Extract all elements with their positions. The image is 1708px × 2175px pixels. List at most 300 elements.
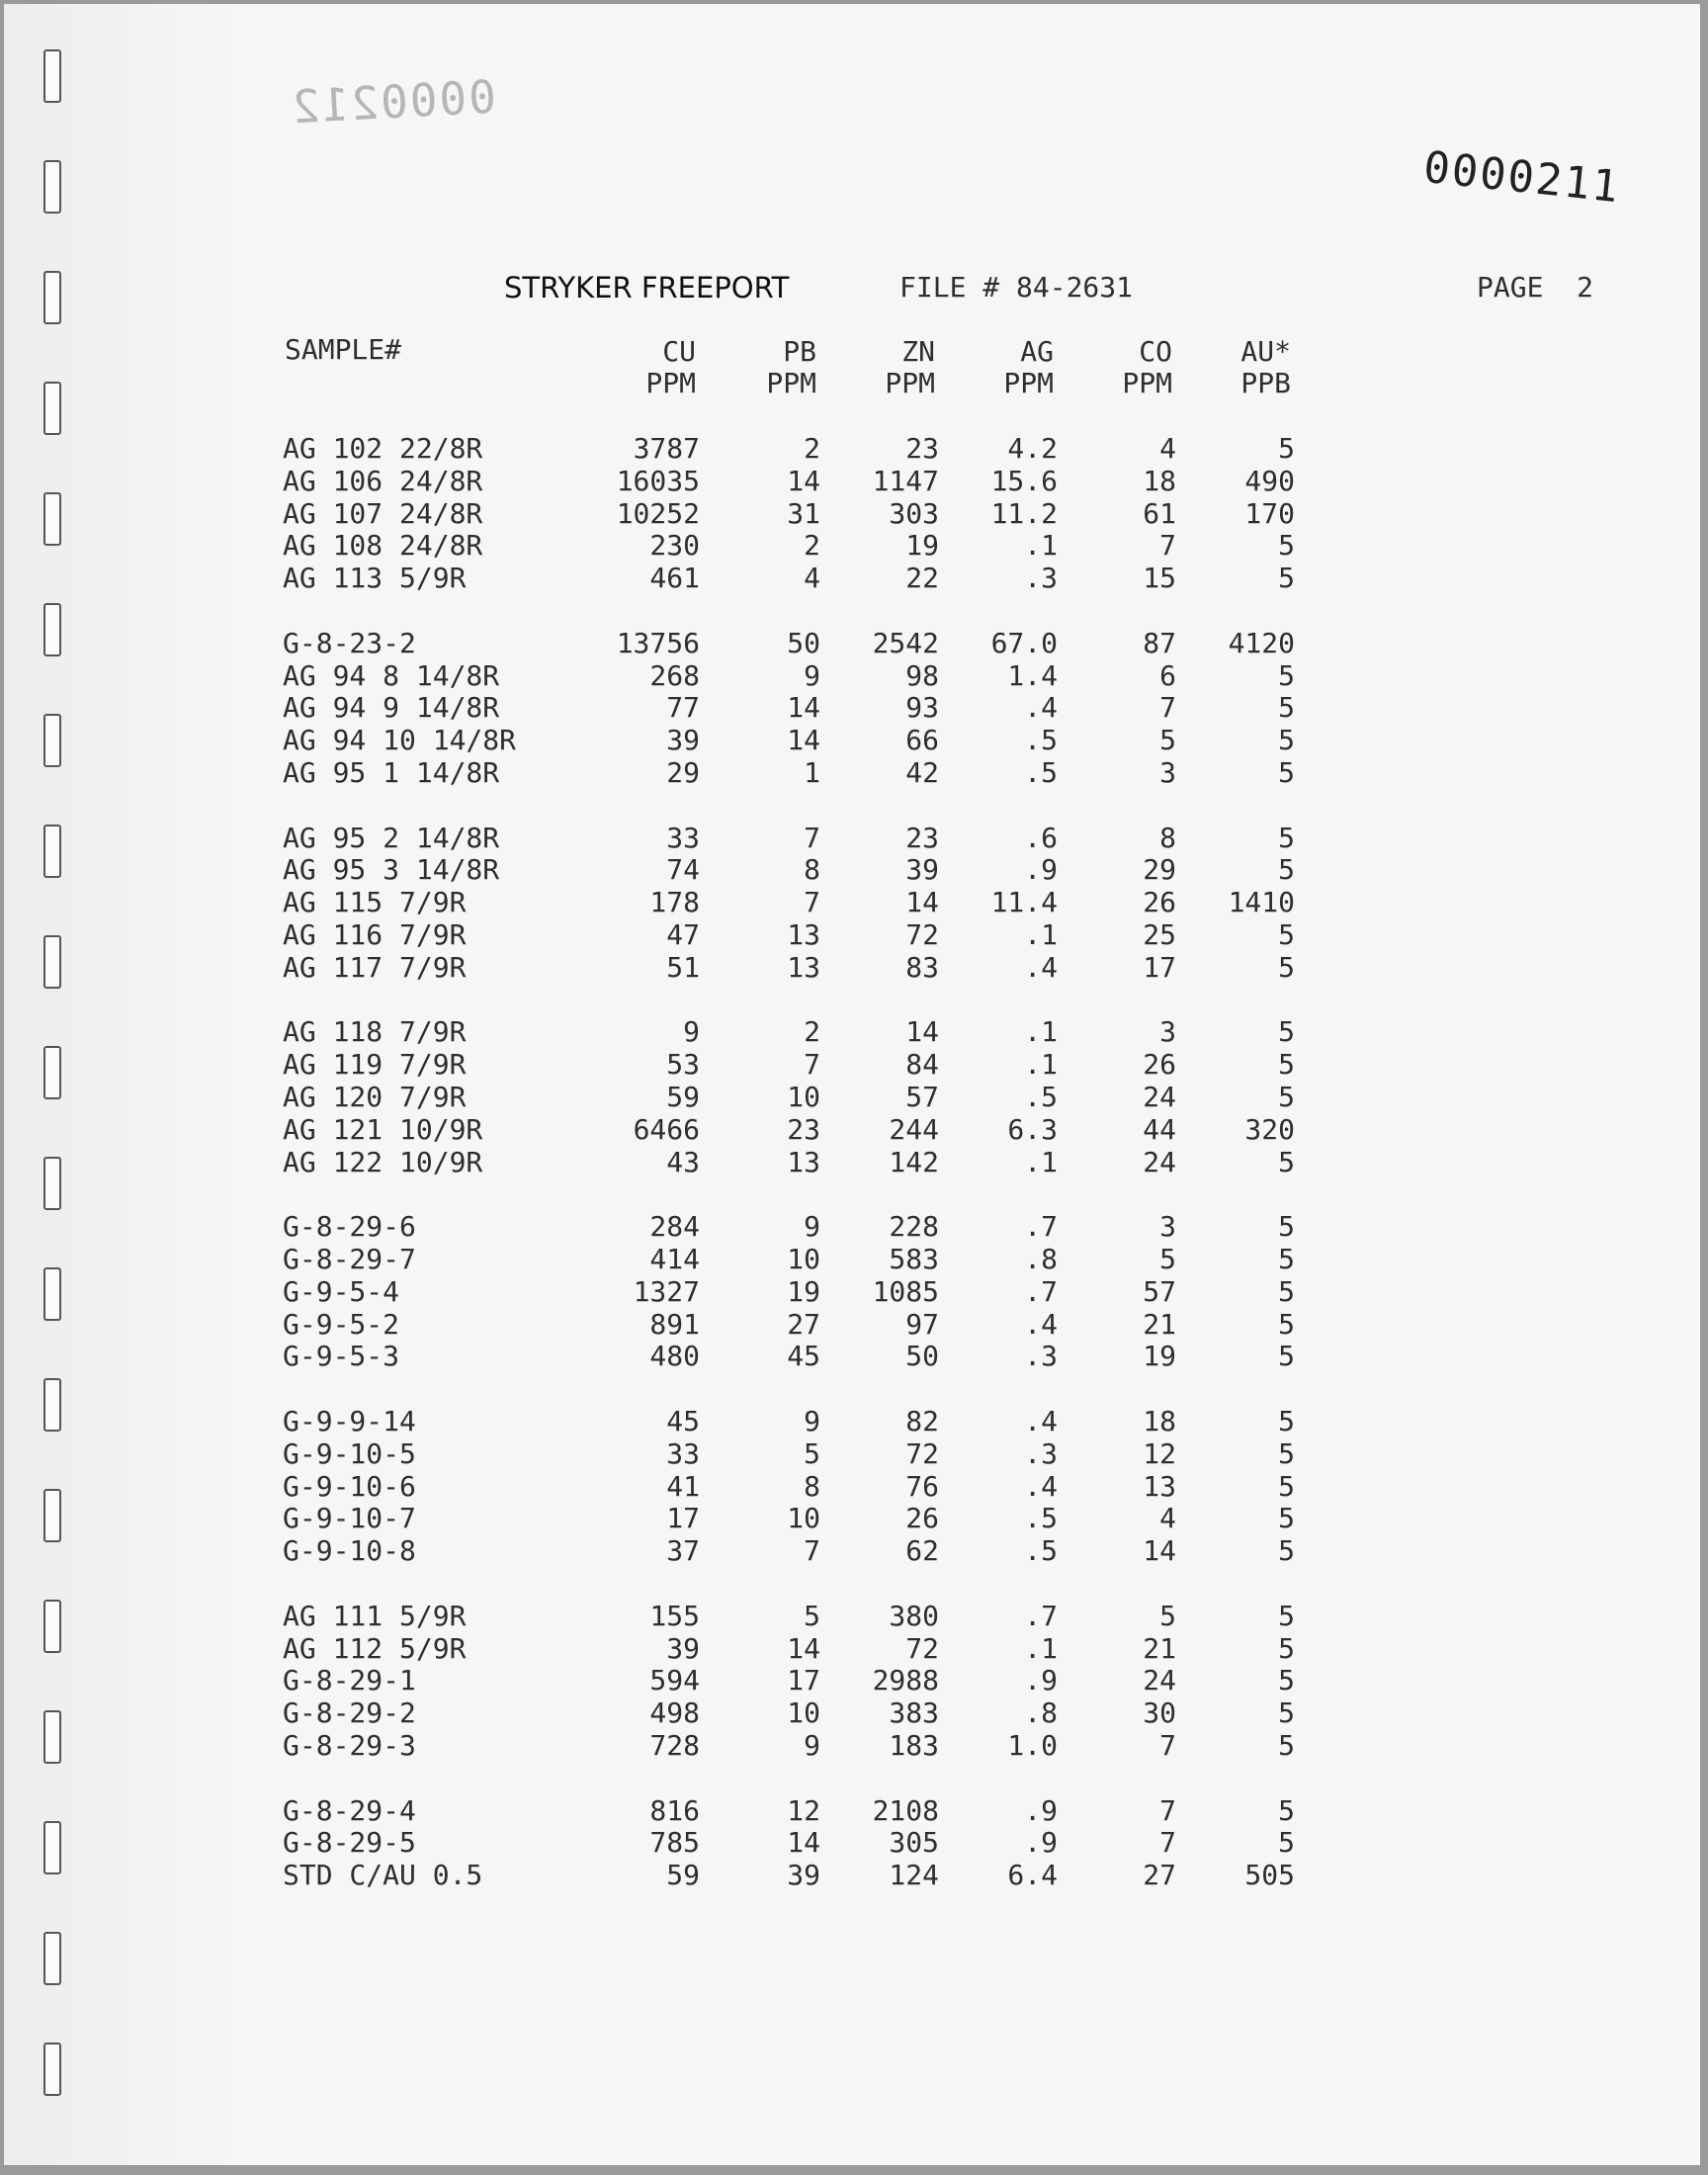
table-row: [4, 433, 1700, 465]
value-cell: 62: [905, 1534, 939, 1568]
value-cell: 4120: [1228, 626, 1295, 659]
column-header: [708, 336, 816, 399]
value-cell: 5: [1278, 1469, 1295, 1503]
value-cell: 23: [905, 821, 939, 854]
value-cell: 27: [1143, 1859, 1176, 1892]
value-cell: 13: [787, 1145, 820, 1178]
value-cell: 57: [1143, 1274, 1176, 1308]
sample-id: G-8-29-5: [283, 1826, 416, 1860]
value-cell: 5: [1278, 562, 1295, 595]
value-cell: 816: [649, 1793, 700, 1827]
value-cell: 13: [787, 918, 820, 951]
sample-id: AG 121 10/9R: [283, 1112, 483, 1146]
value-cell: 4: [1159, 1502, 1176, 1535]
value-cell: .3: [1024, 1340, 1058, 1373]
value-cell: 37: [666, 1534, 700, 1568]
value-cell: 5: [1278, 756, 1295, 789]
value-cell: 3: [1159, 1015, 1176, 1049]
value-cell: 51: [666, 950, 700, 984]
value-cell: 72: [905, 918, 939, 951]
value-cell: 490: [1244, 464, 1295, 497]
value-cell: 9: [804, 1210, 820, 1244]
table-row: [4, 1438, 1700, 1470]
table-row: [4, 1016, 1700, 1048]
value-cell: 25: [1143, 918, 1176, 951]
value-cell: 5: [1278, 1696, 1295, 1730]
value-cell: 2: [804, 1015, 820, 1049]
value-cell: 84: [905, 1048, 939, 1082]
value-cell: 303: [889, 496, 939, 530]
file-number: FILE # 84-2631: [899, 271, 1134, 304]
value-cell: 17: [666, 1502, 700, 1535]
sample-id: AG 117 7/9R: [283, 950, 467, 984]
value-cell: 5: [1278, 1599, 1295, 1632]
value-cell: 82: [905, 1405, 939, 1437]
value-cell: 45: [666, 1405, 700, 1437]
table-row: [4, 1244, 1700, 1275]
sample-id: G-8-29-7: [283, 1243, 416, 1275]
value-cell: 8: [804, 853, 820, 887]
value-cell: .4: [1024, 1405, 1058, 1437]
value-cell: 228: [889, 1210, 939, 1244]
value-cell: 21: [1143, 1307, 1176, 1341]
value-cell: 4: [1159, 432, 1176, 465]
table-row: [4, 692, 1700, 724]
value-cell: 50: [905, 1340, 939, 1373]
value-cell: 7: [1159, 691, 1176, 725]
value-cell: 19: [1143, 1340, 1176, 1373]
sample-id: G-8-23-2: [283, 626, 416, 659]
value-cell: 39: [787, 1859, 820, 1892]
value-cell: 83: [905, 950, 939, 984]
value-cell: 5: [1278, 432, 1295, 465]
column-unit: PPM: [1122, 367, 1172, 399]
column-name: CO: [1139, 335, 1172, 368]
value-cell: 5: [1278, 1729, 1295, 1762]
value-cell: 6466: [633, 1112, 700, 1146]
value-cell: 3: [1159, 1210, 1176, 1244]
value-cell: .8: [1024, 1696, 1058, 1730]
value-cell: 29: [666, 756, 700, 789]
sample-id: AG 95 1 14/8R: [283, 756, 500, 789]
value-cell: 5: [1278, 1210, 1295, 1244]
value-cell: 5: [804, 1599, 820, 1632]
value-cell: 230: [649, 529, 700, 563]
value-cell: .1: [1024, 1145, 1058, 1178]
value-cell: .8: [1024, 1243, 1058, 1275]
value-cell: .9: [1024, 853, 1058, 887]
value-cell: 178: [649, 886, 700, 919]
value-cell: 13756: [616, 626, 700, 659]
sample-id: AG 106 24/8R: [283, 464, 483, 497]
value-cell: 7: [804, 886, 820, 919]
value-cell: 59: [666, 1859, 700, 1892]
table-row: [4, 854, 1700, 886]
value-cell: 891: [649, 1307, 700, 1341]
table-row: [4, 1049, 1700, 1081]
value-cell: 5: [1278, 529, 1295, 563]
value-cell: 5: [1278, 1826, 1295, 1860]
value-cell: 380: [889, 1599, 939, 1632]
value-cell: 5: [1278, 1436, 1295, 1470]
value-cell: 5: [1278, 1145, 1295, 1178]
value-cell: 12: [1143, 1436, 1176, 1470]
value-cell: 27: [787, 1307, 820, 1341]
value-cell: 7: [1159, 1826, 1176, 1860]
value-cell: 33: [666, 821, 700, 854]
value-cell: 5: [1278, 1534, 1295, 1568]
value-cell: 155: [649, 1599, 700, 1632]
column-unit: PPM: [1003, 367, 1054, 399]
column-unit: PPM: [645, 367, 696, 399]
value-cell: 72: [905, 1631, 939, 1665]
value-cell: 23: [905, 432, 939, 465]
value-cell: 19: [787, 1274, 820, 1308]
value-cell: 244: [889, 1112, 939, 1146]
table-row: [4, 466, 1700, 497]
value-cell: .1: [1024, 918, 1058, 951]
value-cell: 3: [1159, 756, 1176, 789]
sample-id: G-9-5-3: [283, 1340, 400, 1373]
punch-hole: [43, 2043, 61, 2096]
value-cell: 4.2: [1007, 432, 1058, 465]
value-cell: 31: [787, 496, 820, 530]
value-cell: 2: [804, 432, 820, 465]
table-row: [4, 1633, 1700, 1665]
sample-id: G-9-5-2: [283, 1307, 400, 1341]
table-row: [4, 660, 1700, 692]
sample-id: AG 113 5/9R: [283, 562, 467, 595]
value-cell: 42: [905, 756, 939, 789]
value-cell: 15: [1143, 562, 1176, 595]
value-cell: .1: [1024, 1015, 1058, 1049]
value-cell: .1: [1024, 1631, 1058, 1665]
value-cell: 93: [905, 691, 939, 725]
value-cell: 5: [1278, 1307, 1295, 1341]
column-name: AG: [1020, 335, 1054, 368]
column-unit: PPM: [885, 367, 935, 399]
value-cell: 7: [1159, 1729, 1176, 1762]
value-cell: 98: [905, 658, 939, 692]
value-cell: 14: [787, 1826, 820, 1860]
value-cell: 2542: [872, 626, 939, 659]
value-cell: 5: [1278, 1274, 1295, 1308]
value-cell: 1: [804, 756, 820, 789]
value-cell: .7: [1024, 1599, 1058, 1632]
sample-id: AG 116 7/9R: [283, 918, 467, 951]
value-cell: 7: [1159, 1793, 1176, 1827]
value-cell: 24: [1143, 1664, 1176, 1697]
value-cell: 14: [1143, 1534, 1176, 1568]
value-cell: 461: [649, 562, 700, 595]
value-cell: 18: [1143, 464, 1176, 497]
value-cell: 45: [787, 1340, 820, 1373]
table-row: [4, 563, 1700, 594]
table-row: [4, 1665, 1700, 1696]
sample-id: AG 118 7/9R: [283, 1015, 467, 1049]
value-cell: 11.4: [990, 886, 1058, 919]
value-cell: 10: [787, 1243, 820, 1275]
punch-hole: [43, 160, 61, 214]
column-name: CU: [662, 335, 696, 368]
table-row: [4, 1827, 1700, 1859]
table-row: [4, 919, 1700, 951]
sample-id: AG 95 2 14/8R: [283, 821, 500, 854]
value-cell: 5: [1278, 853, 1295, 887]
value-cell: 59: [666, 1081, 700, 1113]
value-cell: 2108: [872, 1793, 939, 1827]
punch-hole: [43, 271, 61, 324]
value-cell: .4: [1024, 950, 1058, 984]
value-cell: 1327: [633, 1274, 700, 1308]
value-cell: 30: [1143, 1696, 1176, 1730]
value-cell: 1.0: [1007, 1729, 1058, 1762]
sample-id: AG 112 5/9R: [283, 1631, 467, 1665]
value-cell: .9: [1024, 1664, 1058, 1697]
value-cell: 26: [1143, 886, 1176, 919]
value-cell: 39: [666, 1631, 700, 1665]
value-cell: 14: [787, 1631, 820, 1665]
value-cell: 383: [889, 1696, 939, 1730]
value-cell: 47: [666, 918, 700, 951]
column-header: [826, 336, 935, 399]
value-cell: 10252: [616, 496, 700, 530]
sample-id: G-9-10-7: [283, 1502, 416, 1535]
table-row: [4, 887, 1700, 918]
column-unit: PPM: [766, 367, 816, 399]
sample-id: AG 94 8 14/8R: [283, 658, 500, 692]
table-row: [4, 498, 1700, 530]
table-row: [4, 1697, 1700, 1729]
value-cell: 5: [1278, 918, 1295, 951]
value-cell: .6: [1024, 821, 1058, 854]
value-cell: 305: [889, 1826, 939, 1860]
value-cell: 728: [649, 1729, 700, 1762]
value-cell: 6.4: [1007, 1859, 1058, 1892]
value-cell: .4: [1024, 1307, 1058, 1341]
sample-id: G-8-29-1: [283, 1664, 416, 1697]
value-cell: 183: [889, 1729, 939, 1762]
table-row: [4, 952, 1700, 984]
sample-id: G-8-29-3: [283, 1729, 416, 1762]
value-cell: 5: [1278, 1015, 1295, 1049]
value-cell: 4: [804, 562, 820, 595]
column-name: PB: [783, 335, 816, 368]
punch-hole: [43, 1932, 61, 1985]
value-cell: 320: [1244, 1112, 1295, 1146]
value-cell: 1147: [872, 464, 939, 497]
column-name: ZN: [901, 335, 935, 368]
table-row: [4, 1406, 1700, 1437]
sample-id: AG 111 5/9R: [283, 1599, 467, 1632]
value-cell: 16035: [616, 464, 700, 497]
value-cell: 5: [1278, 950, 1295, 984]
column-name: AU*: [1240, 335, 1291, 368]
value-cell: 2988: [872, 1664, 939, 1697]
value-cell: 7: [804, 1048, 820, 1082]
value-cell: 5: [1278, 1405, 1295, 1437]
value-cell: 1410: [1228, 886, 1295, 919]
column-header: [945, 336, 1054, 399]
punch-hole: [43, 382, 61, 435]
value-cell: 7: [804, 1534, 820, 1568]
table-row: [4, 628, 1700, 659]
table-row: [4, 1211, 1700, 1243]
table-row: [4, 1082, 1700, 1113]
value-cell: 5: [1278, 1340, 1295, 1373]
value-cell: 57: [905, 1081, 939, 1113]
value-cell: 53: [666, 1048, 700, 1082]
value-cell: 14: [905, 886, 939, 919]
table-row: [4, 725, 1700, 756]
sample-id: G-9-9-14: [283, 1405, 416, 1437]
value-cell: 10: [787, 1696, 820, 1730]
value-cell: 13: [787, 950, 820, 984]
value-cell: .9: [1024, 1826, 1058, 1860]
value-cell: 87: [1143, 626, 1176, 659]
sample-id: G-8-29-2: [283, 1696, 416, 1730]
value-cell: 67.0: [990, 626, 1058, 659]
value-cell: .3: [1024, 562, 1058, 595]
table-row: [4, 1860, 1700, 1891]
value-cell: 268: [649, 658, 700, 692]
value-cell: 5: [1278, 1631, 1295, 1665]
value-cell: 9: [804, 1405, 820, 1437]
value-cell: 5: [1278, 1243, 1295, 1275]
value-cell: 24: [1143, 1145, 1176, 1178]
value-cell: 170: [1244, 496, 1295, 530]
value-cell: 14: [787, 691, 820, 725]
value-cell: 7: [804, 821, 820, 854]
value-cell: 14: [787, 464, 820, 497]
value-cell: 2: [804, 529, 820, 563]
table-row: [4, 1276, 1700, 1308]
value-cell: 5: [1278, 658, 1295, 692]
value-cell: 5: [1159, 724, 1176, 757]
value-cell: 14: [787, 724, 820, 757]
value-cell: 1.4: [1007, 658, 1058, 692]
value-cell: 5: [1278, 724, 1295, 757]
value-cell: 77: [666, 691, 700, 725]
value-cell: .5: [1024, 1502, 1058, 1535]
value-cell: 50: [787, 626, 820, 659]
sample-id: G-9-10-8: [283, 1534, 416, 1568]
value-cell: .5: [1024, 1081, 1058, 1113]
value-cell: 29: [1143, 853, 1176, 887]
value-cell: .3: [1024, 1436, 1058, 1470]
sample-id: AG 102 22/8R: [283, 432, 483, 465]
table-row: [4, 1730, 1700, 1762]
document-page: [4, 4, 1700, 2165]
sample-id: AG 122 10/9R: [283, 1145, 483, 1178]
value-cell: 44: [1143, 1112, 1176, 1146]
value-cell: 7: [1159, 529, 1176, 563]
value-cell: .5: [1024, 724, 1058, 757]
value-cell: 21: [1143, 1631, 1176, 1665]
sample-id: AG 107 24/8R: [283, 496, 483, 530]
value-cell: 5: [1278, 1081, 1295, 1113]
sample-id: G-9-10-5: [283, 1436, 416, 1470]
sample-id: AG 95 3 14/8R: [283, 853, 500, 887]
table-row: [4, 1795, 1700, 1827]
value-cell: 5: [1278, 821, 1295, 854]
value-cell: 33: [666, 1436, 700, 1470]
value-cell: 8: [804, 1469, 820, 1503]
value-cell: 6.3: [1007, 1112, 1058, 1146]
value-cell: 10: [787, 1081, 820, 1113]
value-cell: 1085: [872, 1274, 939, 1308]
value-cell: 5: [804, 1436, 820, 1470]
table-row: [4, 1471, 1700, 1503]
value-cell: 72: [905, 1436, 939, 1470]
value-cell: 17: [787, 1664, 820, 1697]
value-cell: 39: [666, 724, 700, 757]
value-cell: 480: [649, 1340, 700, 1373]
value-cell: 23: [787, 1112, 820, 1146]
value-cell: 5: [1159, 1599, 1176, 1632]
table-row: [4, 1147, 1700, 1178]
value-cell: 8: [1159, 821, 1176, 854]
column-header: [1182, 336, 1291, 399]
value-cell: 66: [905, 724, 939, 757]
sample-id: AG 120 7/9R: [283, 1081, 467, 1113]
value-cell: .4: [1024, 691, 1058, 725]
value-cell: 43: [666, 1145, 700, 1178]
value-cell: 594: [649, 1664, 700, 1697]
stamp-number: 0000211: [1420, 141, 1623, 214]
value-cell: .1: [1024, 1048, 1058, 1082]
value-cell: 24: [1143, 1081, 1176, 1113]
value-cell: 9: [804, 1729, 820, 1762]
value-cell: 5: [1278, 691, 1295, 725]
value-cell: .7: [1024, 1210, 1058, 1244]
value-cell: 74: [666, 853, 700, 887]
value-cell: .5: [1024, 1534, 1058, 1568]
sample-id: G-9-5-4: [283, 1274, 400, 1308]
table-row: [4, 1503, 1700, 1534]
value-cell: .9: [1024, 1793, 1058, 1827]
value-cell: 583: [889, 1243, 939, 1275]
sample-id: G-8-29-6: [283, 1210, 416, 1244]
value-cell: 284: [649, 1210, 700, 1244]
value-cell: 22: [905, 562, 939, 595]
value-cell: 18: [1143, 1405, 1176, 1437]
sample-id: AG 94 9 14/8R: [283, 691, 500, 725]
sample-id: AG 94 10 14/8R: [283, 724, 517, 757]
sample-id: AG 119 7/9R: [283, 1048, 467, 1082]
value-cell: 5: [1278, 1793, 1295, 1827]
value-cell: 11.2: [990, 496, 1058, 530]
value-cell: 9: [804, 658, 820, 692]
value-cell: 505: [1244, 1859, 1295, 1892]
value-cell: .5: [1024, 756, 1058, 789]
column-header: [587, 336, 696, 399]
value-cell: .7: [1024, 1274, 1058, 1308]
value-cell: 14: [905, 1015, 939, 1049]
value-cell: 17: [1143, 950, 1176, 984]
company-name: STRYKER FREEPORT: [504, 271, 790, 304]
table-row: [4, 757, 1700, 789]
table-row: [4, 1309, 1700, 1341]
column-header: [1064, 336, 1172, 399]
value-cell: 9: [683, 1015, 700, 1049]
value-cell: 26: [905, 1502, 939, 1535]
value-cell: 6: [1159, 658, 1176, 692]
table-row: [4, 1114, 1700, 1146]
table-row: [4, 823, 1700, 854]
table-row: [4, 1535, 1700, 1567]
value-cell: 5: [1278, 1664, 1295, 1697]
